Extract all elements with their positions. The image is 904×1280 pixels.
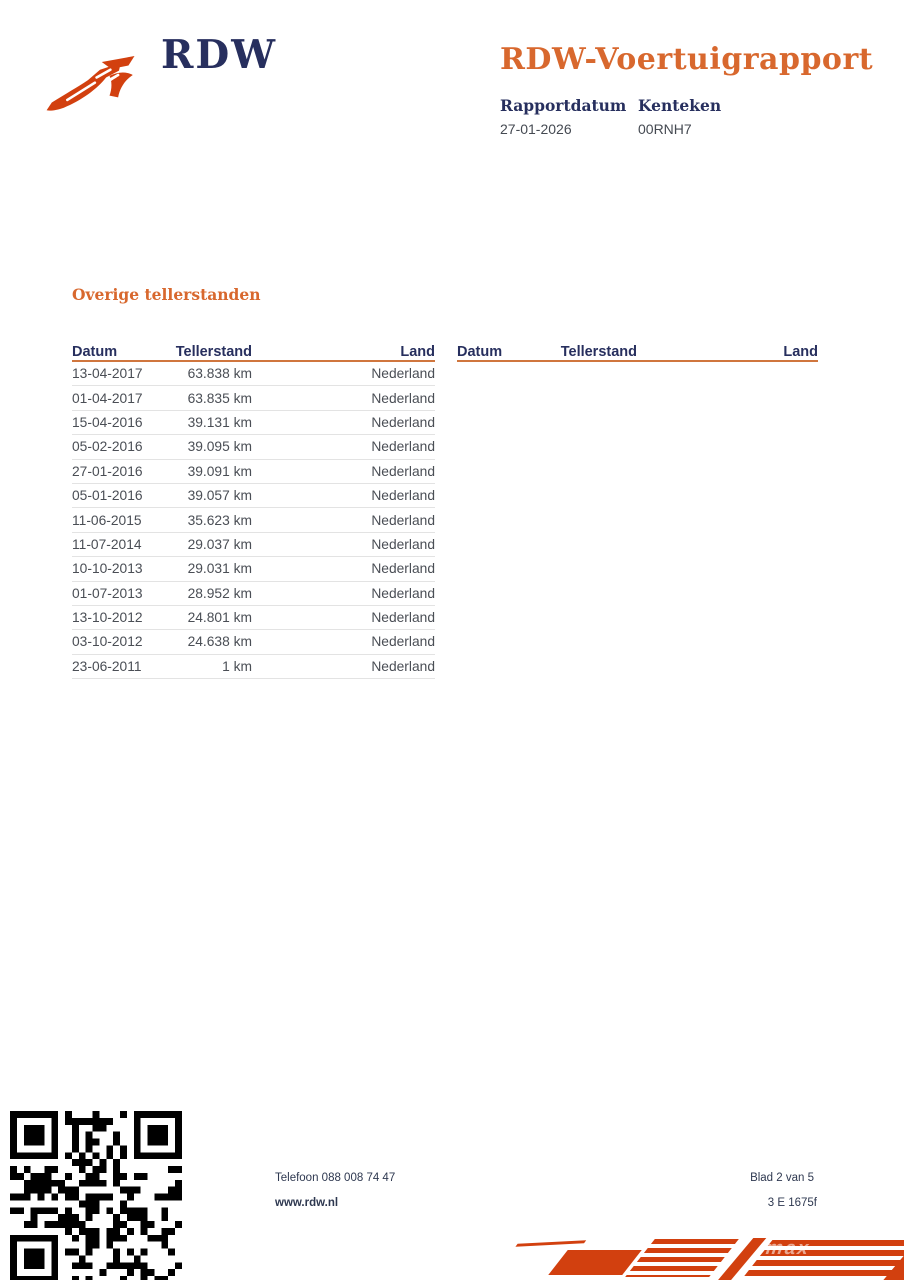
- license-plate-value: 00RNH7: [638, 121, 692, 137]
- table-row: [72, 533, 435, 557]
- speed-stripes-icon: [510, 1232, 904, 1280]
- cell-land: Nederland: [371, 658, 435, 674]
- stripe-block: [548, 1250, 642, 1275]
- license-plate-block: [638, 96, 721, 137]
- cell-datum: 03-10-2012: [72, 634, 143, 650]
- cell-datum: 05-02-2016: [72, 439, 143, 455]
- stripe-thin-line: [516, 1240, 586, 1246]
- table-row: [72, 655, 435, 679]
- cell-tellerstand: 39.057 km: [187, 488, 252, 504]
- cell-tellerstand: 1 km: [222, 658, 252, 674]
- cell-datum: 27-01-2016: [72, 463, 143, 479]
- cell-datum: 23-06-2011: [72, 658, 142, 674]
- cell-land: Nederland: [371, 536, 435, 552]
- table-row: [72, 508, 435, 532]
- table-row: [72, 460, 435, 484]
- table-row: [72, 484, 435, 508]
- page-title: RDW-Voertuigrapport: [500, 42, 874, 77]
- cell-land: Nederland: [371, 512, 435, 528]
- table-row: [72, 362, 435, 386]
- column-header-tellerstand: Tellerstand: [175, 344, 252, 360]
- cell-land: Nederland: [371, 634, 435, 650]
- cell-tellerstand: 63.835 km: [187, 390, 252, 406]
- column-header-land: Land: [783, 344, 818, 360]
- cell-tellerstand: 24.801 km: [187, 610, 252, 626]
- footer-document-code: 3 E 1675f: [767, 1197, 817, 1209]
- cell-land: Nederland: [371, 414, 435, 430]
- cell-land: Nederland: [371, 463, 435, 479]
- table-row: [72, 630, 435, 654]
- section-heading: Overige tellerstanden: [72, 285, 261, 304]
- cell-land: Nederland: [371, 439, 435, 455]
- footer-telephone: Telefoon 088 008 74 47: [275, 1172, 396, 1184]
- cell-tellerstand: 29.037 km: [187, 536, 252, 552]
- cell-tellerstand: 39.131 km: [187, 414, 252, 430]
- license-plate-label: Kenteken: [638, 96, 722, 115]
- cell-tellerstand: 35.623 km: [187, 512, 252, 528]
- stripe-bars: [740, 1240, 904, 1280]
- odometer-table-left: [72, 341, 435, 679]
- odometer-table-right: [457, 341, 818, 362]
- cell-datum: 11-07-2014: [72, 536, 142, 552]
- cell-tellerstand: 39.091 km: [187, 463, 252, 479]
- cell-tellerstand: 63.838 km: [187, 366, 252, 382]
- cell-datum: 13-10-2012: [72, 610, 143, 626]
- cell-datum: 13-04-2017: [72, 366, 143, 382]
- cell-tellerstand: 28.952 km: [187, 585, 252, 601]
- cell-land: Nederland: [371, 561, 435, 577]
- table-header: [457, 341, 818, 362]
- table-row: [72, 386, 435, 410]
- qr-code-icon: [10, 1111, 182, 1280]
- table-row: [72, 435, 435, 459]
- table-row: [72, 557, 435, 581]
- table-header: [72, 341, 435, 362]
- cell-land: Nederland: [371, 488, 435, 504]
- cell-land: Nederland: [371, 585, 435, 601]
- column-header-datum: Datum: [72, 344, 118, 360]
- cell-land: Nederland: [371, 366, 435, 382]
- report-date-value: 27-01-2026: [500, 121, 572, 137]
- column-header-tellerstand: Tellerstand: [560, 344, 637, 360]
- footer-website: www.rdw.nl: [275, 1197, 339, 1209]
- table-row: [72, 606, 435, 630]
- table-row: [72, 411, 435, 435]
- cell-datum: 05-01-2016: [72, 488, 143, 504]
- cell-land: Nederland: [371, 390, 435, 406]
- cell-land: Nederland: [371, 610, 435, 626]
- report-date-block: [500, 96, 626, 137]
- report-date-label: Rapportdatum: [500, 96, 627, 115]
- cell-tellerstand: 24.638 km: [187, 634, 252, 650]
- photo-watermark-text: max: [764, 1238, 812, 1259]
- cell-datum: 10-10-2013: [72, 561, 143, 577]
- table-body: [72, 362, 435, 679]
- table-row: [72, 582, 435, 606]
- cell-tellerstand: 29.031 km: [187, 561, 252, 577]
- cell-datum: 01-07-2013: [72, 585, 143, 601]
- stripe-bars: [625, 1239, 739, 1277]
- footer-page-indicator: Blad 2 van 5: [750, 1172, 814, 1184]
- cell-tellerstand: 39.095 km: [187, 439, 252, 455]
- column-header-land: Land: [400, 344, 435, 360]
- cell-datum: 15-04-2016: [72, 414, 143, 430]
- rdw-feather-logo-icon: [38, 50, 150, 118]
- rdw-logo-text: RDW: [161, 32, 278, 78]
- cell-datum: 01-04-2017: [72, 390, 143, 406]
- column-header-datum: Datum: [457, 344, 503, 360]
- cell-datum: 11-06-2015: [72, 512, 142, 528]
